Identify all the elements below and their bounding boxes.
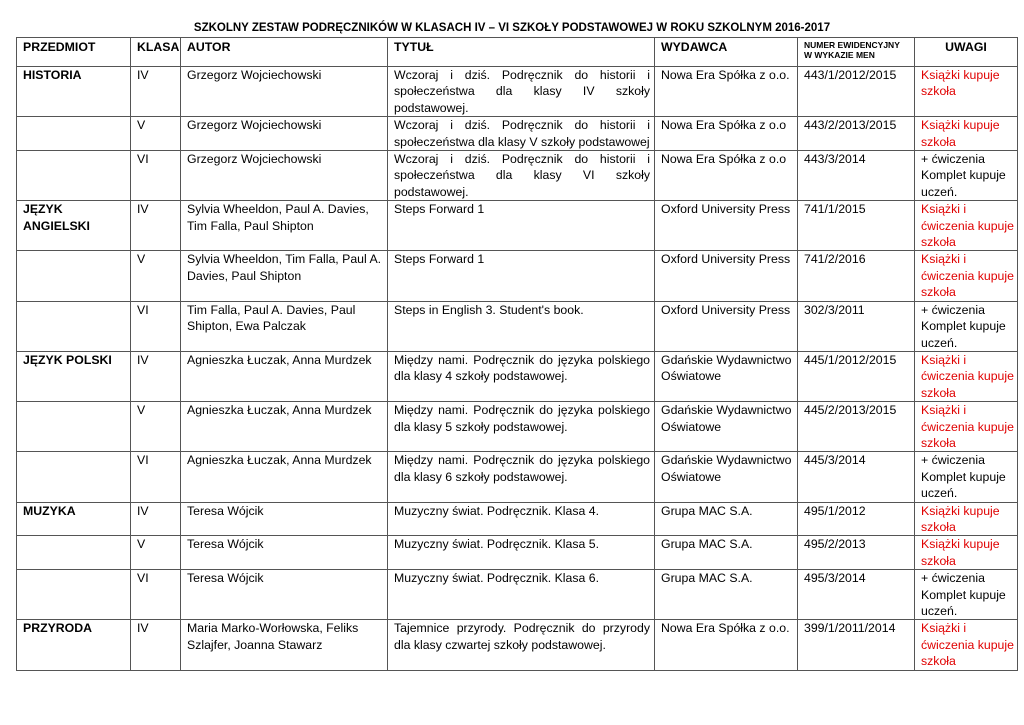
cell-uwagi: Książki i ćwiczenia kupuje szkoła [915,620,1018,670]
cell-przedmiot: JĘZYK ANGIELSKI [17,201,131,251]
header-autor: AUTOR [181,38,388,67]
cell-numer: 741/1/2015 [798,201,915,251]
header-uwagi: UWAGI [915,38,1018,67]
cell-klasa: V [131,117,181,151]
cell-uwagi: Książki i ćwiczenia kupuje szkoła [915,201,1018,251]
cell-tytul: Steps Forward 1 [388,251,655,301]
cell-klasa: IV [131,351,181,401]
cell-wydawca: Oxford University Press [655,301,798,351]
cell-uwagi: Książki kupuje szkoła [915,117,1018,151]
cell-wydawca: Grupa MAC S.A. [655,536,798,570]
header-tytul: TYTUŁ [388,38,655,67]
cell-wydawca: Oxford University Press [655,201,798,251]
cell-klasa: IV [131,620,181,670]
cell-autor: Teresa Wójcik [181,502,388,536]
cell-klasa: VI [131,570,181,620]
header-przedmiot: PRZEDMIOT [17,38,131,67]
cell-wydawca: Gdańskie Wydawnictwo Oświatowe [655,452,798,502]
table-row [17,402,1018,452]
cell-tytul: Wczoraj i dziś. Podręcznik do historii i społeczeństwa dla klasy VI szkoły podstawowej. [388,151,655,201]
cell-tytul: Muzyczny świat. Podręcznik. Klasa 4. [388,502,655,536]
cell-autor: Grzegorz Wojciechowski [181,151,388,201]
cell-przedmiot: PRZYRODA [17,620,131,670]
cell-autor: Grzegorz Wojciechowski [181,67,388,117]
cell-wydawca: Nowa Era Spółka z o.o [655,151,798,201]
cell-przedmiot [17,536,131,570]
cell-autor: Sylvia Wheeldon, Paul A. Davies, Tim Falla, Paul Shipton [181,201,388,251]
cell-wydawca: Grupa MAC S.A. [655,570,798,620]
cell-klasa: VI [131,452,181,502]
cell-autor: Grzegorz Wojciechowski [181,117,388,151]
cell-numer: 741/2/2016 [798,251,915,301]
cell-uwagi: Książki i ćwiczenia kupuje szkoła [915,251,1018,301]
cell-tytul: Wczoraj i dziś. Podręcznik do historii i społeczeństwa dla klasy IV szkoły podstawowej. [388,67,655,117]
header-wydawca: WYDAWCA [655,38,798,67]
cell-autor: Teresa Wójcik [181,570,388,620]
cell-autor: Tim Falla, Paul A. Davies, Paul Shipton, Ewa Palczak [181,301,388,351]
table-row [17,301,1018,351]
cell-tytul: Wczoraj i dziś. Podręcznik do historii i społeczeństwa dla klasy V szkoły podstawowej [388,117,655,151]
textbook-table [16,37,1018,671]
table-row [17,201,1018,251]
cell-klasa: V [131,251,181,301]
cell-autor: Teresa Wójcik [181,536,388,570]
cell-klasa: V [131,536,181,570]
cell-uwagi: + ćwiczenia Komplet kupuje uczeń. [915,452,1018,502]
cell-numer: 445/2/2013/2015 [798,402,915,452]
cell-numer: 443/2/2013/2015 [798,117,915,151]
cell-numer: 495/1/2012 [798,502,915,536]
cell-przedmiot [17,117,131,151]
cell-autor: Maria Marko-Worłowska, Feliks Szlajfer, Joanna Stawarz [181,620,388,670]
header-klasa: KLASA [131,38,181,67]
cell-wydawca: Gdańskie Wydawnictwo Oświatowe [655,351,798,401]
table-row [17,117,1018,151]
cell-autor: Agnieszka Łuczak, Anna Murdzek [181,452,388,502]
cell-tytul: Muzyczny świat. Podręcznik. Klasa 5. [388,536,655,570]
table-header-row [17,38,1018,67]
cell-numer: 445/1/2012/2015 [798,351,915,401]
cell-uwagi: Książki kupuje szkoła [915,502,1018,536]
cell-przedmiot [17,452,131,502]
cell-tytul: Między nami. Podręcznik do języka polskiego dla klasy 4 szkoły podstawowej. [388,351,655,401]
cell-tytul: Tajemnice przyrody. Podręcznik do przyrody dla klasy czwartej szkoły podstawowej. [388,620,655,670]
cell-tytul: Steps Forward 1 [388,201,655,251]
cell-uwagi: + ćwiczenia Komplet kupuje uczeń. [915,570,1018,620]
cell-przedmiot: HISTORIA [17,67,131,117]
cell-przedmiot [17,570,131,620]
table-body [17,67,1018,671]
cell-uwagi: Książki kupuje szkoła [915,536,1018,570]
cell-klasa: VI [131,151,181,201]
cell-numer: 445/3/2014 [798,452,915,502]
header-numer [798,38,915,67]
cell-tytul: Między nami. Podręcznik do języka polskiego dla klasy 5 szkoły podstawowej. [388,402,655,452]
cell-autor: Agnieszka Łuczak, Anna Murdzek [181,351,388,401]
cell-numer: 443/1/2012/2015 [798,67,915,117]
cell-autor: Sylvia Wheeldon, Tim Falla, Paul A. Davies, Paul Shipton [181,251,388,301]
cell-wydawca: Nowa Era Spółka z o.o [655,117,798,151]
table-row [17,570,1018,620]
cell-przedmiot [17,301,131,351]
cell-numer: 443/3/2014 [798,151,915,201]
table-row [17,67,1018,117]
cell-uwagi: Książki i ćwiczenia kupuje szkoła [915,351,1018,401]
cell-wydawca: Grupa MAC S.A. [655,502,798,536]
cell-tytul: Muzyczny świat. Podręcznik. Klasa 6. [388,570,655,620]
cell-numer: 302/3/2011 [798,301,915,351]
cell-numer: 495/2/2013 [798,536,915,570]
document-title: SZKOLNY ZESTAW PODRĘCZNIKÓW W KLASACH IV – VI SZKOŁY PODSTAWOWEJ W ROKU SZKOLNYM 2016-2017 [193,22,831,34]
table-row [17,502,1018,536]
cell-klasa: V [131,402,181,452]
header-numer-line2: W WYKAZIE MEN [804,50,875,60]
cell-numer: 399/1/2011/2014 [798,620,915,670]
cell-przedmiot: MUZYKA [17,502,131,536]
table-row [17,151,1018,201]
cell-numer: 495/3/2014 [798,570,915,620]
cell-wydawca: Nowa Era Spółka z o.o. [655,67,798,117]
table-row [17,536,1018,570]
cell-uwagi: Książki i ćwiczenia kupuje szkoła [915,402,1018,452]
cell-wydawca: Nowa Era Spółka z o.o. [655,620,798,670]
cell-przedmiot [17,151,131,201]
cell-uwagi: + ćwiczenia Komplet kupuje uczeń. [915,151,1018,201]
cell-wydawca: Oxford University Press [655,251,798,301]
cell-przedmiot [17,251,131,301]
table-row [17,620,1018,670]
header-numer-line1: NUMER EWIDENCYJNY [804,40,900,50]
cell-autor: Agnieszka Łuczak, Anna Murdzek [181,402,388,452]
cell-klasa: IV [131,67,181,117]
cell-klasa: VI [131,301,181,351]
table-row [17,351,1018,401]
cell-tytul: Steps in English 3. Student's book. [388,301,655,351]
cell-wydawca: Gdańskie Wydawnictwo Oświatowe [655,402,798,452]
cell-klasa: IV [131,502,181,536]
cell-klasa: IV [131,201,181,251]
cell-uwagi: Książki kupuje szkoła [915,67,1018,117]
table-row [17,251,1018,301]
cell-uwagi: + ćwiczenia Komplet kupuje uczeń. [915,301,1018,351]
table-row [17,452,1018,502]
cell-przedmiot [17,402,131,452]
cell-przedmiot: JĘZYK POLSKI [17,351,131,401]
cell-tytul: Między nami. Podręcznik do języka polskiego dla klasy 6 szkoły podstawowej. [388,452,655,502]
